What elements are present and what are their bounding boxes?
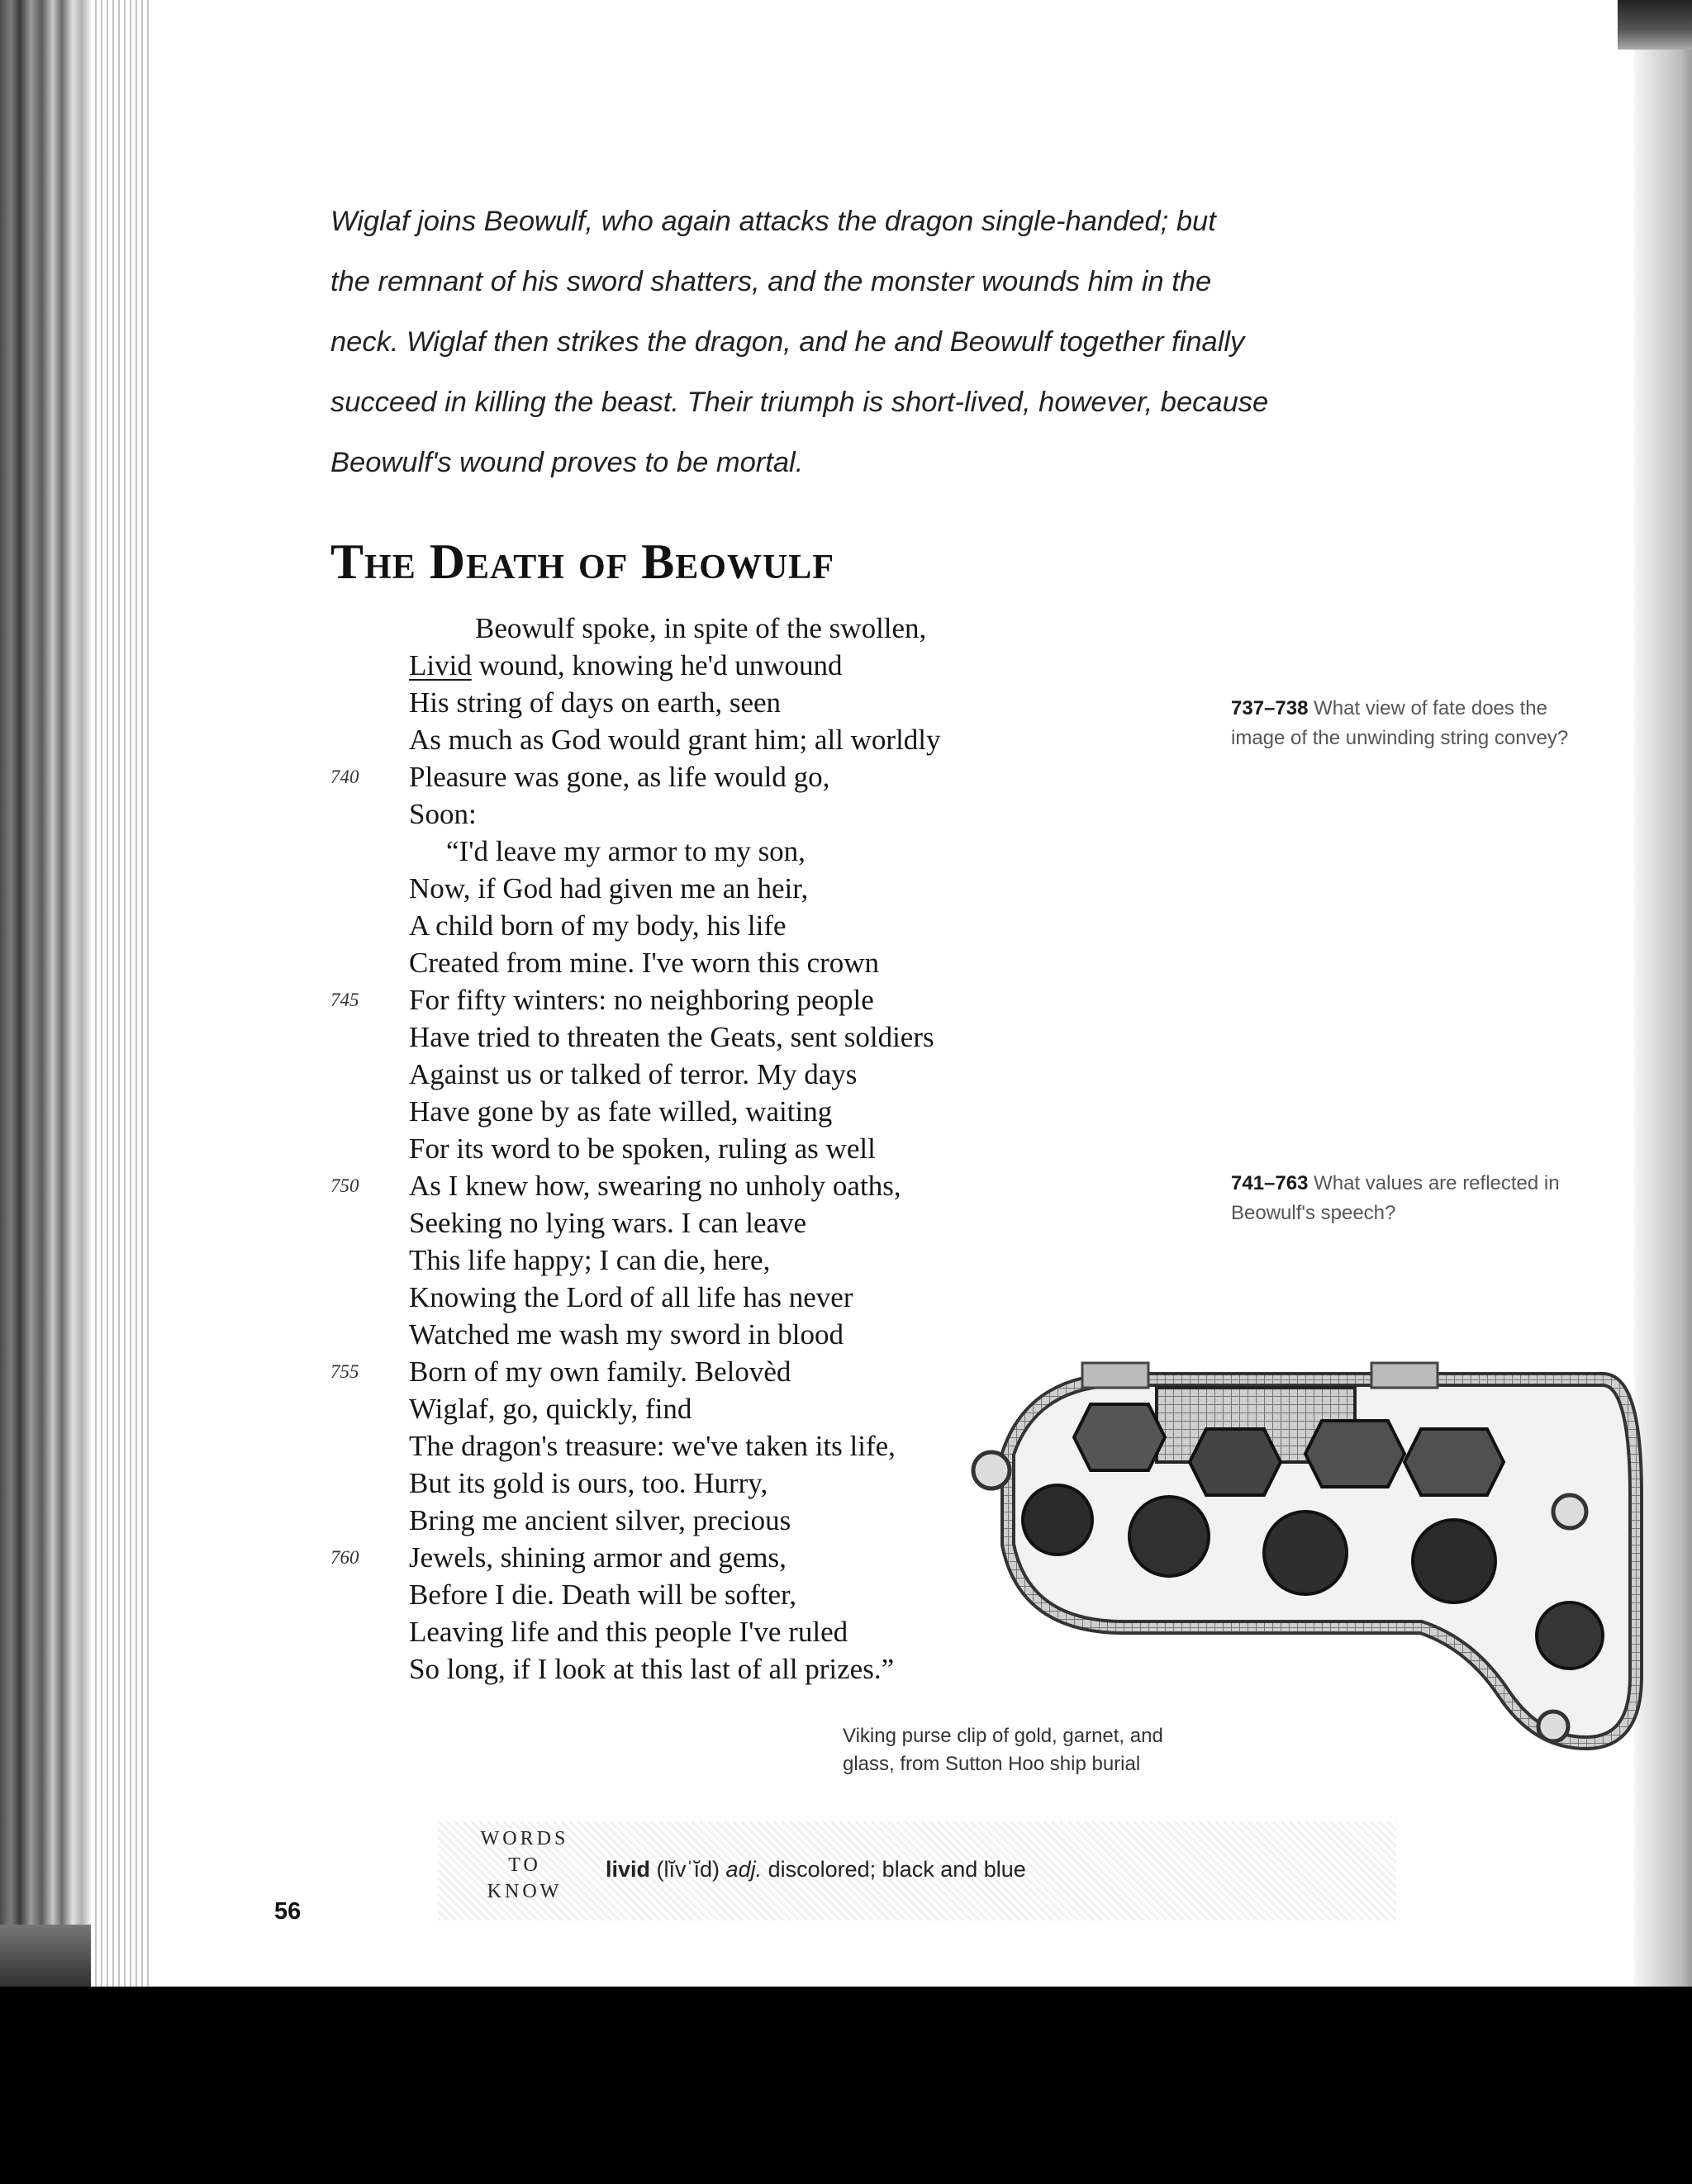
poem-line: Born of my own family. Belovèd bbox=[409, 1356, 791, 1388]
words-to-know-label bbox=[479, 1826, 570, 1905]
poem-line: Created from mine. I've worn this crown bbox=[409, 947, 880, 979]
line-number: 740 bbox=[330, 767, 359, 787]
poem-line: The dragon's treasure: we've taken its life, bbox=[409, 1430, 896, 1462]
poem-line: Beowulf spoke, in spite of the swollen, bbox=[475, 612, 927, 644]
poem-line: Seeking no lying wars. I can leave bbox=[409, 1207, 807, 1239]
vocab-pronunciation: (lĭvˈĭd) bbox=[656, 1857, 720, 1882]
page-title bbox=[330, 529, 1157, 595]
vocab-word: livid bbox=[606, 1857, 651, 1882]
intro-line: the remnant of his sword shatters, and the monster wounds him in the bbox=[330, 266, 1212, 297]
note-text: What values are reflected in Beowulf's speech? bbox=[1231, 1172, 1560, 1224]
poem-line: Against us or talked of terror. My days bbox=[409, 1058, 858, 1090]
poem-line: “I'd leave my armor to my son, bbox=[446, 835, 806, 867]
intro-line: Beowulf's wound proves to be mortal. bbox=[330, 447, 804, 478]
poem-line bbox=[409, 647, 842, 684]
scan-binding-edge bbox=[0, 0, 91, 1999]
vocab-meaning: discolored; black and blue bbox=[768, 1857, 1026, 1882]
note-text: What view of fate does the image of the unwinding string convey? bbox=[1231, 697, 1569, 749]
poem-line: Jewels, shining armor and gems, bbox=[409, 1541, 787, 1574]
poem-line: So long, if I look at this last of all prizes.” bbox=[409, 1653, 895, 1685]
poem-line: Have tried to threaten the Geats, sent soldiers bbox=[409, 1021, 934, 1053]
intro-line: neck. Wiglaf then strikes the dragon, and he and Beowulf together finally bbox=[330, 326, 1245, 358]
poem-line: Wiglaf, go, quickly, find bbox=[409, 1393, 692, 1425]
poem-line: Watched me wash my sword in blood bbox=[409, 1318, 844, 1351]
margin-note bbox=[1231, 694, 1595, 753]
intro-line: Wiglaf joins Beowulf, who again attacks the dragon single-handed; but bbox=[330, 206, 1216, 237]
vocab-part-of-speech: adj. bbox=[725, 1857, 763, 1882]
purse-clip-image bbox=[958, 1330, 1644, 1759]
poem-line: Now, if God had given me an heir, bbox=[409, 872, 809, 904]
poem-line: Bring me ancient silver, precious bbox=[409, 1504, 791, 1536]
intro-line: succeed in killing the beast. Their triumph is short-lived, however, because bbox=[330, 387, 1269, 418]
poem-line: Have gone by as fate willed, waiting bbox=[409, 1095, 833, 1128]
line-number: 745 bbox=[330, 990, 359, 1010]
title-text: The Death of Beowulf bbox=[330, 534, 834, 589]
vocab-word-livid: Livid bbox=[409, 649, 472, 681]
intro-summary bbox=[330, 192, 1305, 493]
line-number: 760 bbox=[330, 1547, 359, 1568]
page-edges bbox=[91, 0, 149, 1991]
poem-line: Knowing the Lord of all life has never bbox=[409, 1281, 853, 1313]
line-number: 755 bbox=[330, 1361, 359, 1382]
wtk-label-line: TO bbox=[508, 1854, 541, 1876]
wtk-label-line: KNOW bbox=[487, 1881, 563, 1902]
poem-line: As I knew how, swearing no unholy oaths, bbox=[409, 1170, 901, 1202]
poem-line: For its word to be spoken, ruling as well bbox=[409, 1132, 876, 1165]
poem-line: Pleasure was gone, as life would go, bbox=[409, 761, 830, 793]
scan-bottom-border bbox=[0, 1987, 1692, 2184]
poem-line: Leaving life and this people I've ruled bbox=[409, 1616, 848, 1648]
poem-line: But its gold is ours, too. Hurry, bbox=[409, 1467, 768, 1499]
poem-line-rest: wound, knowing he'd unwound bbox=[471, 649, 843, 681]
poem-line: For fifty winters: no neighboring people bbox=[409, 984, 874, 1016]
vocab-definition bbox=[606, 1857, 1026, 1883]
margin-note bbox=[1231, 1169, 1595, 1228]
poem-line: This life happy; I can die, here, bbox=[409, 1244, 771, 1276]
line-number: 750 bbox=[330, 1175, 359, 1196]
page-number: 56 bbox=[274, 1898, 302, 1925]
scan-corner-shadow bbox=[1618, 0, 1692, 50]
image-caption: Viking purse clip of gold, garnet, and glass, from Sutton Hoo ship burial bbox=[843, 1725, 1163, 1775]
poem-line: A child born of my body, his life bbox=[409, 909, 787, 942]
note-ref: 737–738 bbox=[1231, 697, 1309, 719]
poem-line: As much as God would grant him; all worldly bbox=[409, 724, 941, 756]
wtk-label-line: WORDS bbox=[480, 1828, 569, 1849]
note-ref: 741–763 bbox=[1231, 1172, 1309, 1194]
poem-line: His string of days on earth, seen bbox=[409, 686, 782, 719]
poem-line: Soon: bbox=[409, 798, 477, 830]
poem-line: Before I die. Death will be softer, bbox=[409, 1579, 796, 1611]
